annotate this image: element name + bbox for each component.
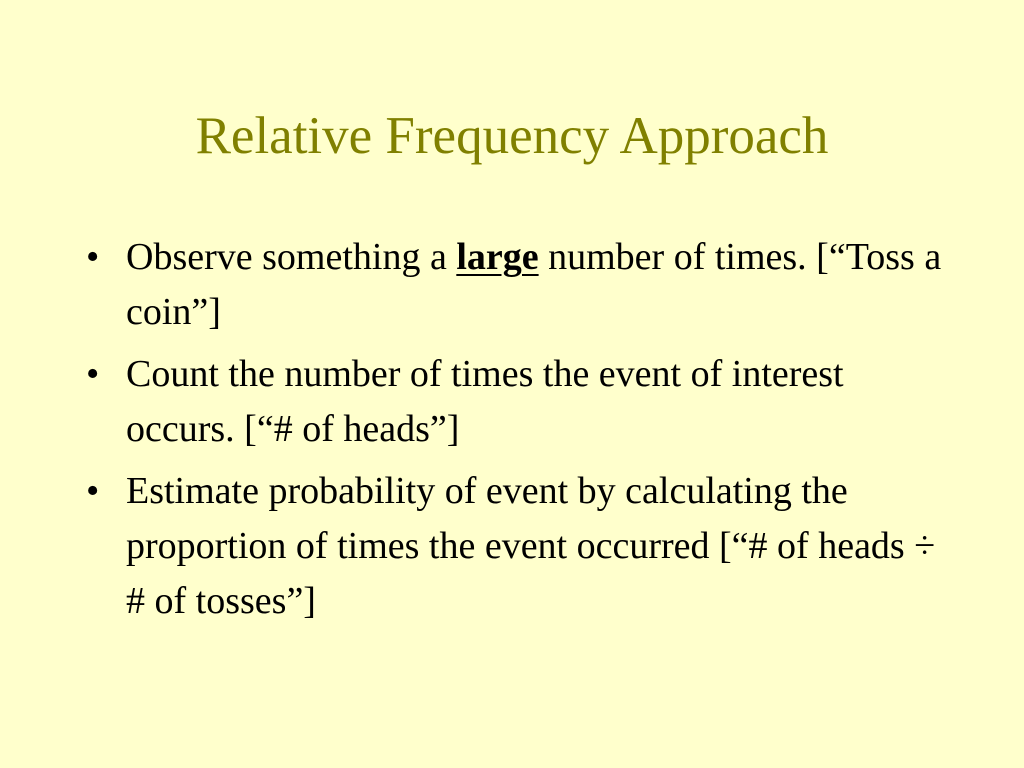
- bullet-text-after: number of times. [“Toss a coin”]: [126, 236, 942, 333]
- bullet-item-estimate: [86, 464, 946, 629]
- bullet-icon: •: [86, 236, 100, 278]
- bullet-emphasis-large: large: [456, 236, 539, 278]
- bullet-text-before: Observe something a: [126, 236, 457, 278]
- bullet-icon: •: [86, 353, 100, 395]
- bullet-list: [86, 230, 946, 629]
- slide-title: Relative Frequency Approach: [195, 107, 829, 165]
- bullet-text: Estimate probability of event by calculating the proportion of times the event occurred [“# of heads ÷ # of tosses”]: [126, 470, 936, 622]
- bullet-item-count: [86, 347, 946, 457]
- bullet-item-observe: [86, 230, 946, 340]
- bullet-text: Count the number of times the event of interest occurs. [“# of heads”]: [126, 353, 844, 450]
- bullet-icon: •: [86, 470, 100, 512]
